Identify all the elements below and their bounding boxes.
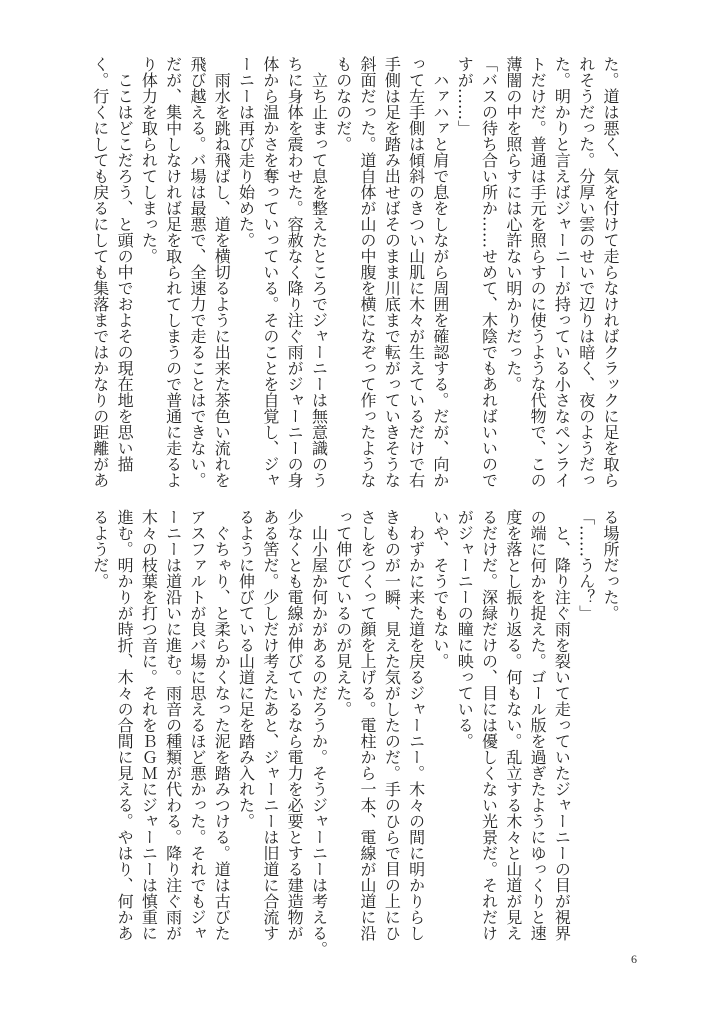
text-block-upper <box>87 56 622 496</box>
text-line: ーニーは再び走り始めた。 <box>236 56 256 248</box>
text-line: ちに身体を震わせた。容赦なく降り注ぐ雨がジャーニーの身 <box>285 56 305 488</box>
text-line: 木々の枝葉を打つ音に。それをＢＧＭにジャーニーは慎重に <box>139 509 159 941</box>
text-line: だが、集中しなければ足を取られてしまうので普通に走るよ <box>163 56 183 488</box>
text-line: 進む。明かりが時折、木々の合間に見える。やはり、何かあ <box>115 509 135 941</box>
text-line: きものが一瞬、見えた気がしたのだ。手のひらで目の上にひ <box>382 509 402 941</box>
text-line: 体から温かさを奪っていっている。そのことを自覚し、ジャ <box>260 56 280 488</box>
text-line: 山小屋か何かがあるのだろうか。そうジャーニーは考える。 <box>309 509 329 957</box>
text-line: るように伸びている山道に足を踏み入れた。 <box>236 509 256 829</box>
text-line: れそうだった。分厚い雲のせいで辺りは暗く、夜のようだっ <box>576 56 596 488</box>
text-line: ある筈だ。少しだけ考えたあと、ジャーニーは旧道に合流す <box>260 509 280 941</box>
text-line: トだけだ。普通は手元を照らすのに使うような代物で、この <box>528 56 548 488</box>
text-line: 手側は足を踏み出せばそのまま川底まで転がっていきそうな <box>382 56 402 488</box>
text-line: るだけだ。深緑だけの、目には優しくない光景だ。それだけ <box>479 509 499 941</box>
text-line: るようだ。 <box>90 509 110 589</box>
text-line: アスファルトが良バ場に思えるほど悪かった。それでもジャ <box>187 509 207 941</box>
text-line: がジャーニーの瞳に映っている。 <box>455 509 475 749</box>
text-line: いや、そうでもない。 <box>430 509 450 669</box>
page-number: 6 <box>631 952 637 966</box>
text-line: って伸びているのが見えた。 <box>333 509 353 717</box>
text-line: ぐちゃり、と柔らかくなった泥を踏みつける。道は古びた <box>212 509 232 941</box>
text-line: 雨水を跳ね飛ばし、道を横切るように出来た茶色い流れを <box>212 56 232 488</box>
text-line: 度を落とし振り返る。何もない。乱立する木々と山道が見え <box>503 509 523 941</box>
text-line: 飛び越える。バ場は最悪で、全速力で走ることはできない。 <box>187 56 207 488</box>
text-line: ここはどこだろう、と頭の中でおよその現在地を思い描 <box>115 56 135 472</box>
text-line: って左手側は傾斜のきつい山肌に木々が生えているだけで右 <box>406 56 426 488</box>
text-line: ものなのだ。 <box>333 56 353 152</box>
text-line: た。道は悪く、気を付けて走らなければクラックに足を取ら <box>601 56 620 488</box>
text-line: り体力を取られてしまった。 <box>139 56 159 264</box>
text-line: く。行くにしても戻るにしても集落まではかなりの距離があ <box>90 56 110 488</box>
text-line: 斜面だった。道自体が山の中腹を横になぞって作ったような <box>358 56 378 488</box>
text-line: と、降り注ぐ雨を裂いて走っていたジャーニーの目が視界 <box>552 509 572 941</box>
text-line: 「……うん？」 <box>576 509 596 621</box>
text-line: さしをつくって顔を上げる。電柱から一本、電線が山道に沿 <box>358 509 378 941</box>
text-line: 少なくとも電線が伸びているなら電力を必要とする建造物が <box>285 509 305 941</box>
text-line: 「バスの待ち合い所か……せめて、木陰でもあればいいので <box>479 56 499 488</box>
text-line: 薄闇の中を照らすには心許ない明かりだった。 <box>503 56 523 392</box>
text-line: ハァハァと肩で息をしながら周囲を確認する。だが、向か <box>430 56 450 488</box>
text-line: る場所だった。 <box>601 509 620 621</box>
text-block-lower <box>87 509 622 957</box>
text-line: ーニーは道沿いに進む。雨音の種類が代わる。降り注ぐ雨が <box>163 509 183 941</box>
text-line: 立ち止まって息を整えたところでジャーニーは無意識のう <box>309 56 329 488</box>
text-line: わずかに来た道を戻るジャーニー。木々の間に明かりらし <box>406 509 426 941</box>
text-line: すが……」 <box>455 56 475 136</box>
text-line: の端に何かを捉えた。ゴール版を過ぎたようにゆっくりと速 <box>528 509 548 941</box>
text-line: た。明かりと言えばジャーニーが持っている小さなペンライ <box>552 56 572 488</box>
